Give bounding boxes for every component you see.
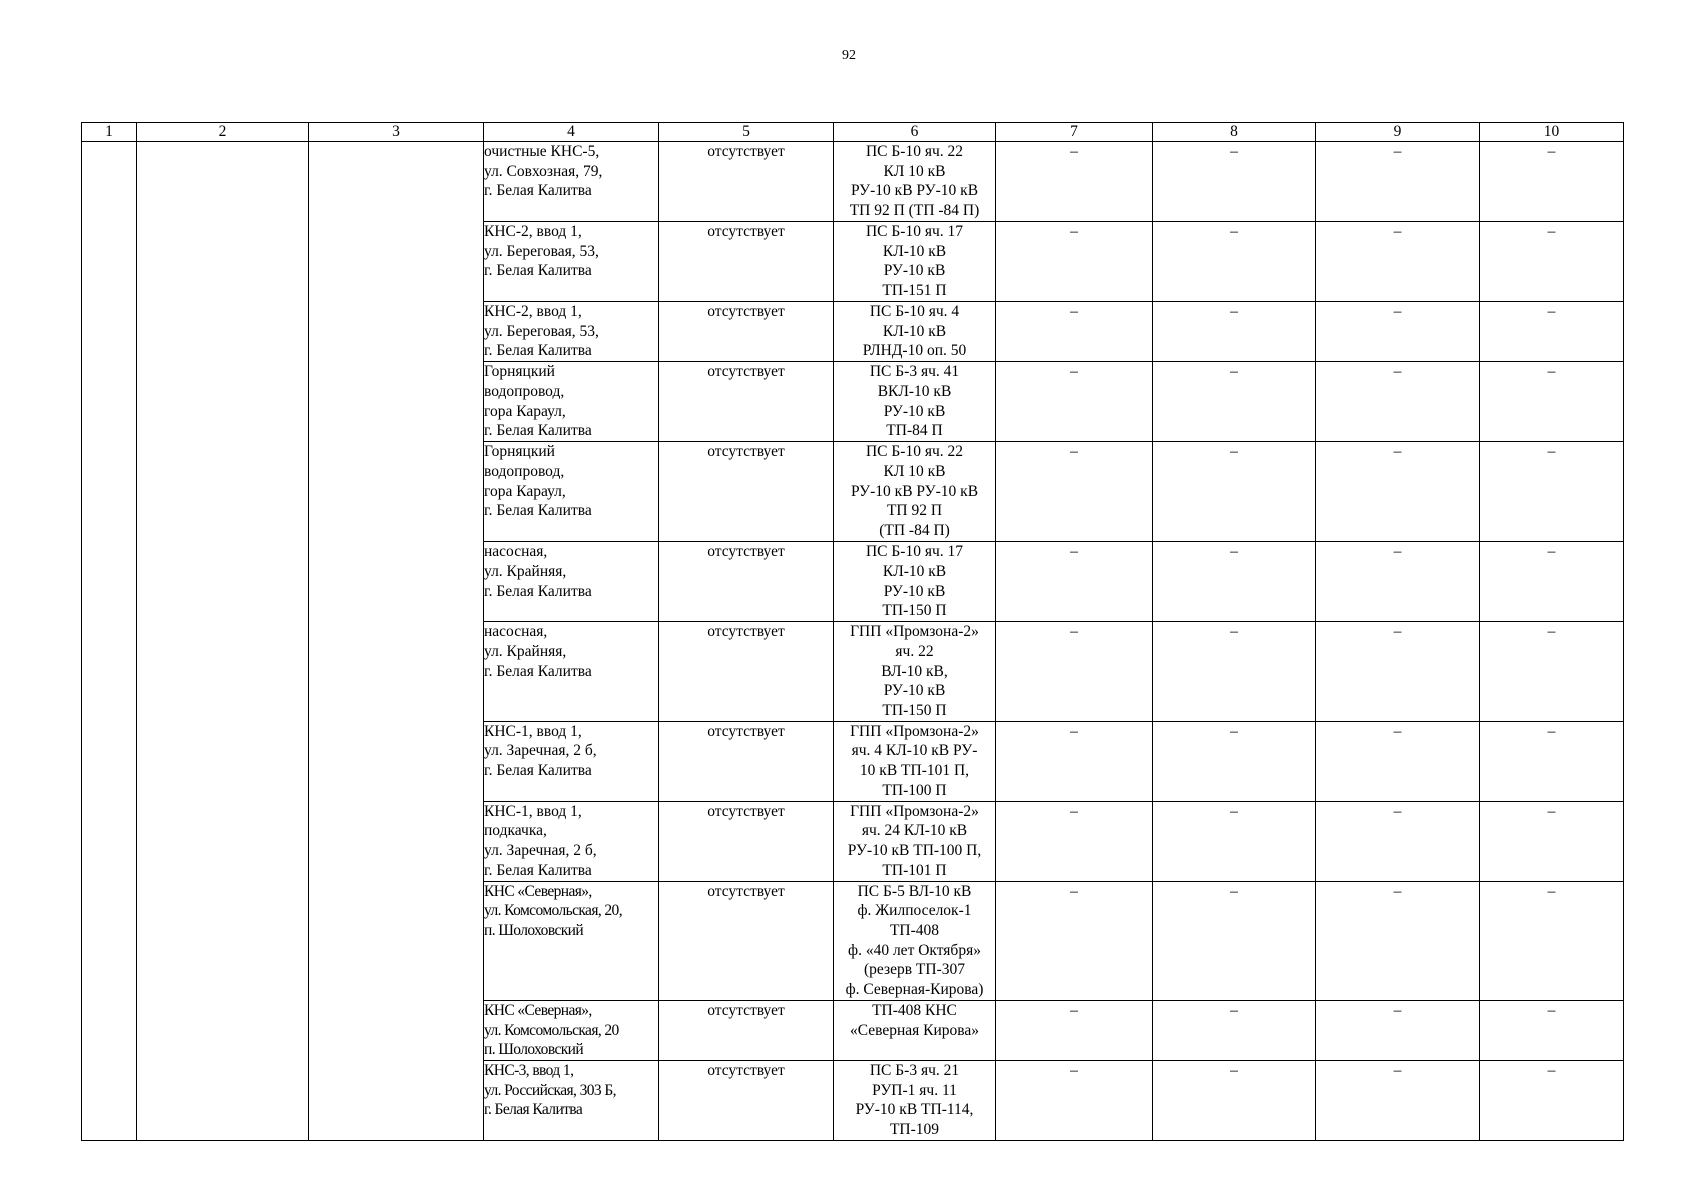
dash-cell: – bbox=[1480, 362, 1624, 442]
status-cell: отсутствует bbox=[659, 142, 834, 222]
merged-cell-col-3 bbox=[309, 142, 484, 1141]
page-number: 92 bbox=[842, 48, 856, 63]
dash-cell: – bbox=[996, 542, 1153, 622]
dash-cell: – bbox=[1316, 801, 1480, 881]
column-header: 5 bbox=[659, 123, 834, 142]
consumer-address-cell: очистные КНС-5, ул. Совхозная, 79, г. Белая Калитва bbox=[484, 142, 659, 222]
dash-cell: – bbox=[996, 721, 1153, 801]
table-row bbox=[82, 142, 1624, 222]
consumer-address-cell: КНС «Северная», ул. Комсомольская, 20, п. Шолоховский bbox=[484, 881, 659, 1000]
column-header: 2 bbox=[137, 123, 309, 142]
column-header: 4 bbox=[484, 123, 659, 142]
consumer-address-cell: КНС-1, ввод 1, ул. Заречная, 2 б, г. Белая Калитва bbox=[484, 721, 659, 801]
dash-cell: – bbox=[1316, 542, 1480, 622]
dash-cell: – bbox=[1480, 542, 1624, 622]
status-cell: отсутствует bbox=[659, 721, 834, 801]
dash-cell: – bbox=[1316, 622, 1480, 722]
dash-cell: – bbox=[1480, 1000, 1624, 1060]
status-cell: отсутствует bbox=[659, 442, 834, 542]
dash-cell: – bbox=[996, 222, 1153, 302]
power-source-cell: ГПП «Промзона-2» яч. 24 КЛ-10 кВ РУ-10 кВ ТП-100 П, ТП-101 П bbox=[834, 801, 996, 881]
consumer-address-cell: КНС-3, ввод 1, ул. Российская, 303 Б, г. Белая Калитва bbox=[484, 1060, 659, 1140]
dash-cell: – bbox=[1480, 302, 1624, 362]
power-source-cell: ГПП «Промзона-2» яч. 22 ВЛ-10 кВ, РУ-10 кВ ТП-150 П bbox=[834, 622, 996, 722]
dash-cell: – bbox=[1316, 442, 1480, 542]
power-source-cell: ПС Б-10 яч. 22 КЛ 10 кВ РУ-10 кВ РУ-10 кВ ТП 92 П (ТП -84 П) bbox=[834, 142, 996, 222]
status-cell: отсутствует bbox=[659, 1000, 834, 1060]
consumer-address-cell: насосная, ул. Крайняя, г. Белая Калитва bbox=[484, 622, 659, 722]
dash-cell: – bbox=[1153, 222, 1316, 302]
power-source-cell: ПС Б-3 яч. 21 РУП-1 яч. 11 РУ-10 кВ ТП-114, ТП-109 bbox=[834, 1060, 996, 1140]
dash-cell: – bbox=[1316, 302, 1480, 362]
dash-cell: – bbox=[1316, 222, 1480, 302]
power-source-cell: ТП-408 КНС «Северная Кирова» bbox=[834, 1000, 996, 1060]
dash-cell: – bbox=[996, 142, 1153, 222]
dash-cell: – bbox=[1316, 142, 1480, 222]
status-cell: отсутствует bbox=[659, 1060, 834, 1140]
status-cell: отсутствует bbox=[659, 222, 834, 302]
power-source-cell: ПС Б-10 яч. 17 КЛ-10 кВ РУ-10 кВ ТП-150 П bbox=[834, 542, 996, 622]
dash-cell: – bbox=[1480, 721, 1624, 801]
consumer-address-cell: КНС-2, ввод 1, ул. Береговая, 53, г. Белая Калитва bbox=[484, 222, 659, 302]
status-cell: отсутствует bbox=[659, 881, 834, 1000]
power-source-cell: ПС Б-10 яч. 4 КЛ-10 кВ РЛНД-10 оп. 50 bbox=[834, 302, 996, 362]
dash-cell: – bbox=[1153, 142, 1316, 222]
consumer-address-cell: Горняцкий водопровод, гора Караул, г. Белая Калитва bbox=[484, 362, 659, 442]
column-header: 1 bbox=[82, 123, 137, 142]
dash-cell: – bbox=[1316, 1060, 1480, 1140]
dash-cell: – bbox=[1480, 442, 1624, 542]
status-cell: отсутствует bbox=[659, 622, 834, 722]
dash-cell: – bbox=[1153, 881, 1316, 1000]
dash-cell: – bbox=[1480, 222, 1624, 302]
dash-cell: – bbox=[996, 442, 1153, 542]
status-cell: отсутствует bbox=[659, 542, 834, 622]
power-source-cell: ГПП «Промзона-2» яч. 4 КЛ-10 кВ РУ- 10 кВ ТП-101 П, ТП-100 П bbox=[834, 721, 996, 801]
dash-cell: – bbox=[996, 1000, 1153, 1060]
status-cell: отсутствует bbox=[659, 801, 834, 881]
power-source-cell: ПС Б-5 ВЛ-10 кВ ф. Жилпоселок-1 ТП-408 ф. «40 лет Октября» (резерв ТП-307 ф. Северная-Кирова) bbox=[834, 881, 996, 1000]
dash-cell: – bbox=[1316, 362, 1480, 442]
dash-cell: – bbox=[1153, 1060, 1316, 1140]
dash-cell: – bbox=[996, 801, 1153, 881]
dash-cell: – bbox=[1480, 1060, 1624, 1140]
dash-cell: – bbox=[1153, 622, 1316, 722]
dash-cell: – bbox=[996, 1060, 1153, 1140]
dash-cell: – bbox=[1316, 881, 1480, 1000]
power-source-cell: ПС Б-10 яч. 17 КЛ-10 кВ РУ-10 кВ ТП-151 П bbox=[834, 222, 996, 302]
table-header-row bbox=[82, 123, 1624, 142]
status-cell: отсутствует bbox=[659, 302, 834, 362]
power-source-cell: ПС Б-10 яч. 22 КЛ 10 кВ РУ-10 кВ РУ-10 кВ ТП 92 П (ТП -84 П) bbox=[834, 442, 996, 542]
dash-cell: – bbox=[996, 881, 1153, 1000]
dash-cell: – bbox=[1153, 801, 1316, 881]
dash-cell: – bbox=[1316, 721, 1480, 801]
dash-cell: – bbox=[996, 622, 1153, 722]
dash-cell: – bbox=[996, 362, 1153, 442]
dash-cell: – bbox=[1480, 142, 1624, 222]
merged-cell-col-2 bbox=[137, 142, 309, 1141]
power-source-cell: ПС Б-3 яч. 41 ВКЛ-10 кВ РУ-10 кВ ТП-84 П bbox=[834, 362, 996, 442]
dash-cell: – bbox=[1153, 362, 1316, 442]
dash-cell: – bbox=[1153, 1000, 1316, 1060]
column-header: 3 bbox=[309, 123, 484, 142]
data-table bbox=[81, 122, 1624, 1141]
dash-cell: – bbox=[1316, 1000, 1480, 1060]
column-header: 9 bbox=[1316, 123, 1480, 142]
column-header: 8 bbox=[1153, 123, 1316, 142]
column-header: 7 bbox=[996, 123, 1153, 142]
consumer-address-cell: КНС «Северная», ул. Комсомольская, 20 п. Шолоховский bbox=[484, 1000, 659, 1060]
dash-cell: – bbox=[1153, 442, 1316, 542]
dash-cell: – bbox=[1153, 542, 1316, 622]
dash-cell: – bbox=[1480, 881, 1624, 1000]
dash-cell: – bbox=[1480, 622, 1624, 722]
column-header: 6 bbox=[834, 123, 996, 142]
dash-cell: – bbox=[1153, 302, 1316, 362]
consumer-address-cell: КНС-2, ввод 1, ул. Береговая, 53, г. Белая Калитва bbox=[484, 302, 659, 362]
column-header: 10 bbox=[1480, 123, 1624, 142]
dash-cell: – bbox=[1480, 801, 1624, 881]
merged-cell-col-1 bbox=[82, 142, 137, 1141]
consumer-address-cell: Горняцкий водопровод, гора Караул, г. Белая Калитва bbox=[484, 442, 659, 542]
dash-cell: – bbox=[996, 302, 1153, 362]
consumer-address-cell: КНС-1, ввод 1, подкачка, ул. Заречная, 2 б, г. Белая Калитва bbox=[484, 801, 659, 881]
dash-cell: – bbox=[1153, 721, 1316, 801]
consumer-address-cell: насосная, ул. Крайняя, г. Белая Калитва bbox=[484, 542, 659, 622]
status-cell: отсутствует bbox=[659, 362, 834, 442]
